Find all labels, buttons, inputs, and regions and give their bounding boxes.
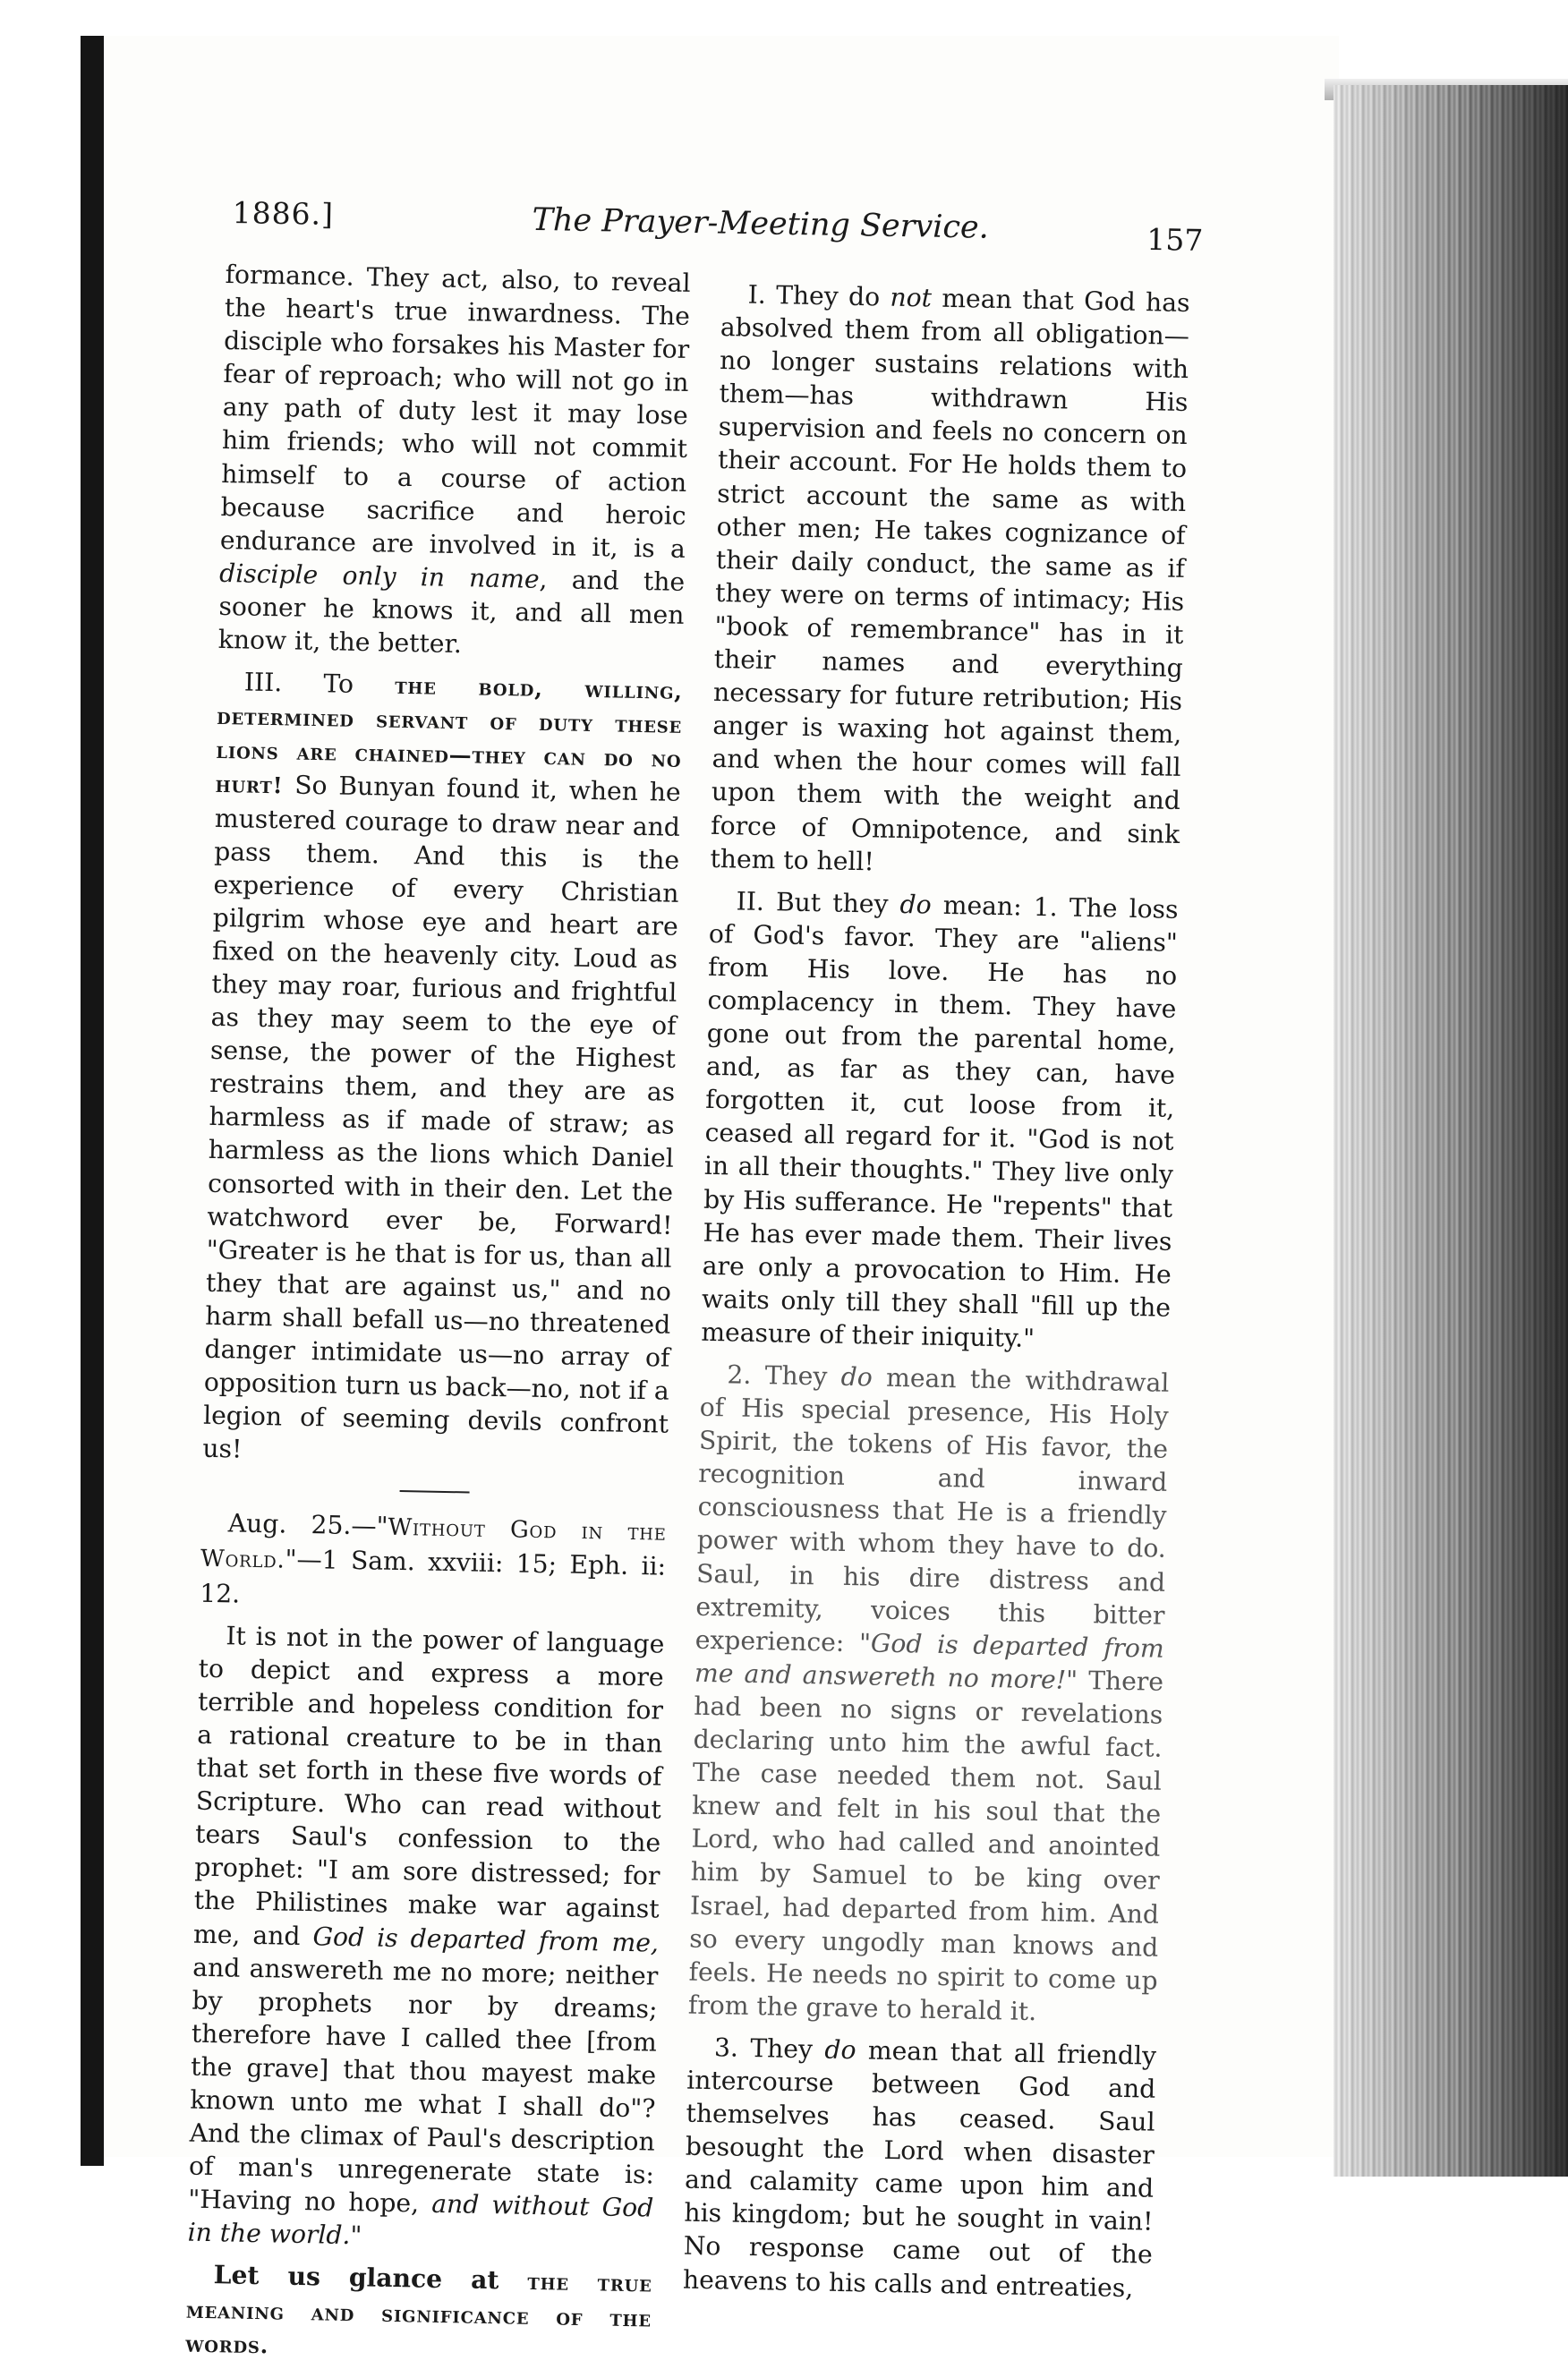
- text-run: mean that all friendly intercourse between God and themselves has ceased. Saul besought the Lord when disaster and calamity came upon him and his kingdom; but he sought in vain! No response came out of the heavens to his calls and entreaties,: [682, 2035, 1157, 2303]
- text-run: ": [350, 2220, 362, 2251]
- paragraph-section-three: [202, 665, 683, 1474]
- caps-run: the true meaning and significance of the words.: [184, 2269, 652, 2358]
- text-run: formance. They act, also, to reveal the heart's true inwardness. The disciple who forsakes his Master for fear of reproach; who will not go in any path of duty lest it may lose him friends; who will not commit himself to a course of action because sacrifice and heroic endurance are involved in it, is a: [219, 259, 691, 564]
- text-run: 3. They: [713, 2032, 825, 2065]
- italic-run: God is departed from me and answereth no more!: [694, 1628, 1164, 1695]
- paragraph-subpoint-three: [683, 2031, 1157, 2305]
- section-number: III. To: [243, 667, 396, 700]
- text-run: I. They do: [747, 279, 891, 312]
- book-gutter: [81, 36, 104, 2166]
- paragraph-point-one: [710, 277, 1190, 884]
- italic-run: do: [899, 889, 932, 920]
- italic-run: disciple only in name: [218, 558, 540, 594]
- paragraph-let-us-glance: [185, 2258, 652, 2369]
- paragraph-subpoint-two: [688, 1358, 1170, 2031]
- italic-run: not: [890, 282, 933, 313]
- italic-run: do: [824, 2034, 856, 2066]
- paragraph-formance: [217, 258, 690, 665]
- text-run: and answereth me no more; neither by prophets nor by dreams; therefore have I called thee [from the grave] that thou mayest make known unto me what I shall do"? And the climax of Paul's description of man's unregenerate state is: "Having no hope,: [188, 1952, 659, 2220]
- text-run: , and the sooner he knows it, and all men know it, the better.: [217, 564, 686, 660]
- text-run: mean that God has absolved them from all obligation—no longer sustains relations with them—has withdrawn His supervision and feels no concern on their account. For He holds them to strict account the same as with other men; He takes cognizance of their daily conduct, the same as if they were on terms of intimacy; His "book of remembrance" has in it their names and everything necessary for future retribution; His anger is waxing hot against them, and when the hour comes will fall upon them with the weight and force of Omnipotence, and sink them to hell!: [710, 283, 1190, 876]
- header-title: The Prayer-Meeting Service.: [532, 201, 990, 246]
- left-column: [185, 258, 691, 2369]
- text-run: II. But they: [736, 886, 900, 919]
- scripture-reference: "—1 Sam. xxviii: 15; Eph. ii: 12.: [200, 1545, 667, 1609]
- paragraph-point-two: [701, 884, 1179, 1358]
- section-heading-caps: the bold, willing, determined servant of duty these lions are chained—they can do no hurt!: [215, 672, 684, 799]
- italic-run: God is departed from me,: [312, 1921, 660, 1958]
- entry-date: Aug. 25.—": [227, 1508, 388, 1542]
- italic-run: do: [840, 1361, 873, 1393]
- text-run: Let us glance at: [213, 2260, 528, 2297]
- text-run: mean the withdrawal of His special presence, His Holy Spirit, the tokens of His favor, the recognition and inward consciousness that He is a friendly power with whom they have to do. Saul, in his dire distress and extremity, voices this bitter experience: ": [695, 1362, 1170, 1658]
- header-year: 1886.]: [232, 195, 335, 232]
- entry-heading: [200, 1506, 667, 1618]
- text-run: mean: 1. The loss of God's favor. They are "aliens" from His love. He has no complacency in them. They have gone out from the parental home, and, as far as they can, have forgotten it, cut loose from it, ceased all regard for it. "God is not in all their thoughts." They live only by His sufferance. He "repents" that He has ever made them. Their lives are only a provocation to Him. He waits only till they shall "fill up the measure of their iniquity.": [701, 890, 1179, 1353]
- page-stack-shadow: [1334, 85, 1568, 2177]
- paragraph-power-of-language: [187, 1618, 664, 2258]
- entry-title: Without God in the World.: [200, 1514, 668, 1575]
- page-number: 157: [1146, 221, 1204, 258]
- right-column: [683, 277, 1190, 2305]
- italic-run: and without God in the world.: [187, 2189, 654, 2251]
- text-run: 2. They: [727, 1359, 842, 1392]
- section-divider: [400, 1490, 470, 1493]
- text-run: So Bunyan found it, when he mustered courage to draw near and pass them. And this is the experience of every Christian pilgrim whose eye and heart are fixed on the heavenly city. Loud as they may roar, furious and frightful as they may seem to the eye of sense, the power of the Highest restrains them, and they are as harmless as if made of straw; as harmless as the lions which Daniel consorted with in their den. Let the watchword ever be, Forward! "Greater is he that is for us, than all they that are against us," and no harm shall befall us—no threatened danger intimidate us—no array of opposition turn us back—no, not if a legion of seeming devils confront us!: [202, 770, 681, 1464]
- text-run: It is not in the power of language to depict and express a more terrible and hopeless condition for a rational creature to be in than that set forth in these five words of Scripture. Who can read without tears Saul's confession to the prophet: "I am sore distressed; for the Philistines make war against me, and: [192, 1620, 665, 1951]
- text-run: " There had been no signs or revelations declaring unto him the awful fact. The case needed them not. Saul knew and felt in his soul that the Lord, who had called and anointed him by Samuel to be king over Israel, had departed from him. And so every ungodly man knows and feels. He needs no spirit to come up from the grave to herald it.: [687, 1665, 1164, 2026]
